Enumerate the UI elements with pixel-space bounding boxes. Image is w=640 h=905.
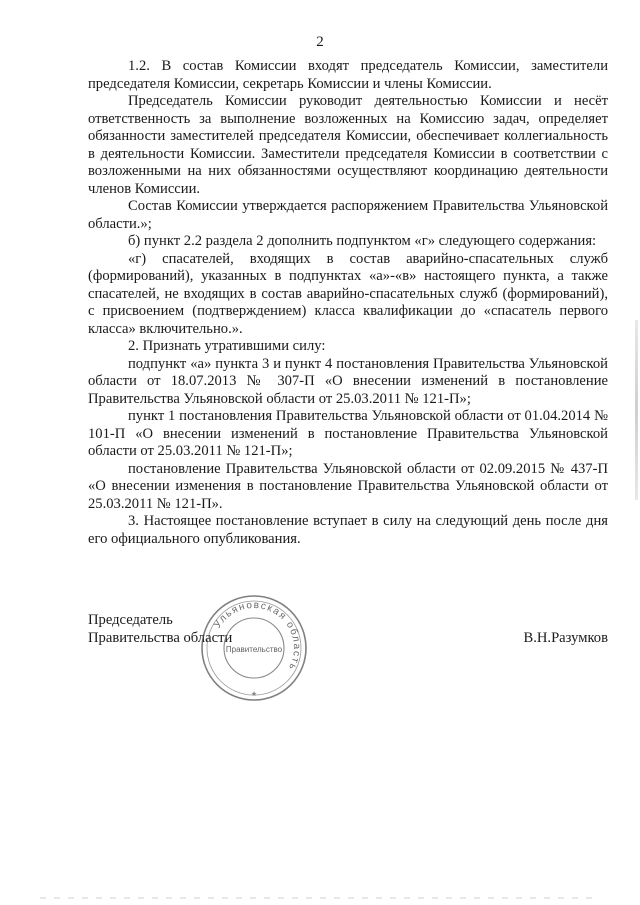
- official-seal-icon: [198, 592, 310, 704]
- scan-bottom-noise: [40, 897, 600, 899]
- scan-edge-mark: [635, 320, 638, 500]
- svg-text:Ульяновская область: Ульяновская область: [212, 599, 303, 673]
- paragraph-section-3: 3. Настоящее постановление вступает в силу на следующий день после дня его официального опубликования.: [88, 513, 608, 547]
- document-body: [88, 58, 608, 548]
- signature-block: [88, 612, 608, 647]
- paragraph-repeal-101: пункт 1 постановления Правительства Ульяновской области от 01.04.2014 № 101-П «О внесении изменений в постановление Правительства Ульяновской области от 25.03.2011 № 121-П»;: [88, 408, 608, 459]
- paragraph-1-2: 1.2. В состав Комиссии входят председатель Комиссии, заместители председателя Комиссии, секретарь Комиссии и члены Комиссии.: [88, 58, 608, 92]
- paragraph-item-b: б) пункт 2.2 раздела 2 дополнить подпунктом «г» следующего содержания:: [128, 233, 597, 249]
- paragraph-repeal-437: постановление Правительства Ульяновской области от 02.09.2015 № 437-П «О внесении изменения в постановление Правительства Ульяновской области от 25.03.2011 № 121-П».: [88, 460, 608, 512]
- svg-text:Правительство: Правительство: [225, 645, 283, 654]
- page-number: 2: [316, 34, 324, 50]
- svg-text:★: ★: [250, 691, 258, 698]
- paragraph-subitem-g: «г) спасателей, входящих в состав аварийно-спасательных служб (формирований), указанных в подпунктах «а»-«в» настоящего пункта, а также спасателей, не входящих в состав аварийно-спасательных служб (формирований), с присвоением (подтверждением) класса квалификации до «спасатель первого класса» включительно.».: [88, 250, 608, 337]
- signatory-title-line2: Правительства области: [88, 629, 233, 646]
- paragraph-repeal-307: подпункт «а» пункта 3 и пункт 4 постановления Правительства Ульяновской области от 18.07.2013 № 307-П «О внесении изменений в постановление Правительства Ульяновской области от 25.03.2011 № 121-П»;: [88, 355, 608, 407]
- signatory-name: В.Н.Разумков: [523, 629, 608, 646]
- paragraph-chairman-duties: Председатель Комиссии руководит деятельностью Комиссии и несёт ответственность за выполнение возложенных на Комиссию задач, определяет обязанности заместителей председателя Комиссии, обеспечивает коллегиальность в деятельности Комиссии. Заместители председателя Комиссии в соответствии с возложенными на них обязанностями осуществляют координацию деятельности членов Комиссии.: [88, 93, 608, 197]
- paragraph-section-2: 2. Признать утратившими силу:: [128, 338, 326, 354]
- signatory-title-line1: Председатель: [88, 612, 173, 628]
- paragraph-composition: Состав Комиссии утверждается распоряжением Правительства Ульяновской области.»;: [88, 198, 608, 232]
